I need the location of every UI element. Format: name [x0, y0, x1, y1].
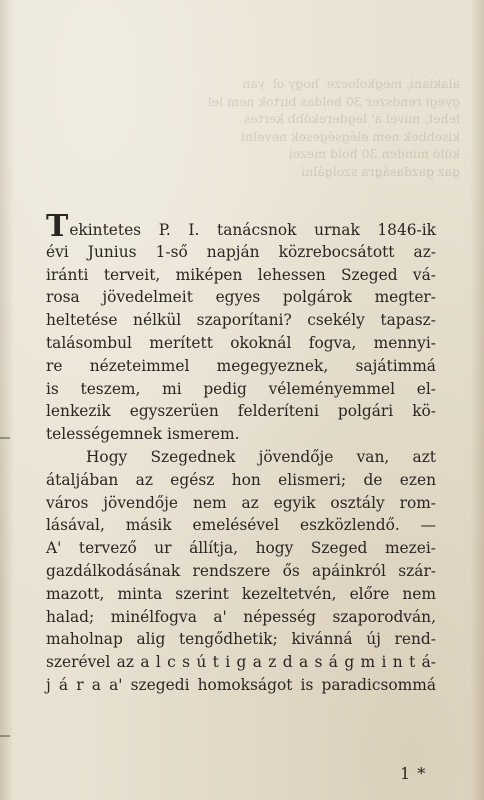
edge-mark — [0, 735, 10, 737]
edge-mark — [0, 437, 10, 439]
text-line-20 — [46, 651, 436, 674]
dropcap: T — [46, 209, 69, 244]
body-text — [46, 209, 436, 697]
text-line-2 — [46, 241, 436, 264]
text-line: maholnap alig tengődhetik; kivánná új rend- — [46, 630, 436, 649]
text-line: mazott, minta szerint kezeltetvén, előre nem — [46, 584, 436, 603]
text-line: halad; minélfogva a' népesség szaporodván, — [46, 607, 436, 626]
bleed-through-text: alakiani, megkoloeze hogy ol yan gyegi rendszer 30 holdas birtok nem lel lehet, mivel a' legdereköbb kertes kisebbek nem elégségesek nevelni külö minden 30 hold mezei gaz gazdaságra szolgálni — [207, 76, 460, 179]
text-line-14 — [46, 514, 436, 537]
text-line-15 — [46, 537, 436, 560]
text-line-7 — [46, 355, 436, 378]
text-line-11 — [46, 446, 436, 469]
text-line: re nézeteimmel megegyeznek, sajátimmá — [46, 356, 436, 375]
text-line-17 — [46, 583, 436, 606]
text-line: szerével az a l c s ú t i g a z d a s á g m i n t á- — [46, 653, 436, 672]
text-line: lenkezik egyszerüen felderíteni polgári kö- — [46, 402, 436, 421]
text-line: talásombul merített okoknál fogva, mennyi- — [46, 333, 436, 352]
text-line: ekintetes P. I. tanácsnok urnak 1846-ik — [69, 221, 436, 239]
text-line-13 — [46, 492, 436, 515]
text-line-8 — [46, 378, 436, 401]
text-line: is teszem, mi pedig véleményemmel el- — [46, 379, 436, 398]
text-line: gazdálkodásának rendszere ős apáinkról szár- — [46, 561, 436, 580]
text-line-19 — [46, 628, 436, 651]
text-line: Hogy Szegednek jövendője van, azt — [86, 447, 436, 466]
text-line-4 — [46, 286, 436, 309]
text-line-12 — [46, 469, 436, 492]
text-line: város jövendője nem az egyik osztály rom- — [46, 493, 436, 512]
text-line-9 — [46, 400, 436, 423]
text-line: telességemnek ismerem. — [46, 425, 240, 444]
text-line: A' tervező ur állítja, hogy Szeged mezei- — [46, 539, 436, 558]
text-line-16 — [46, 560, 436, 583]
text-line: rosa jövedelmeit egyes polgárok megter- — [46, 288, 436, 307]
text-line: átaljában az egész hon elismeri; de ezen — [46, 470, 436, 489]
text-line-21 — [46, 674, 436, 697]
text-line: évi Junius 1-ső napján közrebocsátott az- — [46, 242, 436, 261]
text-line-5 — [46, 309, 436, 332]
text-line: lásával, másik emelésével eszközlendő. — — [46, 516, 436, 535]
signature-mark: 1 * — [400, 764, 427, 783]
text-line-3 — [46, 264, 436, 287]
text-line: iránti terveit, miképen lehessen Szeged vá- — [46, 265, 436, 284]
text-line-18 — [46, 606, 436, 629]
text-line: heltetése nélkül szaporítani? csekély tapasz- — [46, 311, 436, 330]
text-line-6 — [46, 332, 436, 355]
text-line-1 — [46, 209, 436, 244]
text-line: j á r a a' szegedi homokságot is paradicsommá — [46, 675, 436, 694]
text-line-10 — [46, 423, 436, 446]
